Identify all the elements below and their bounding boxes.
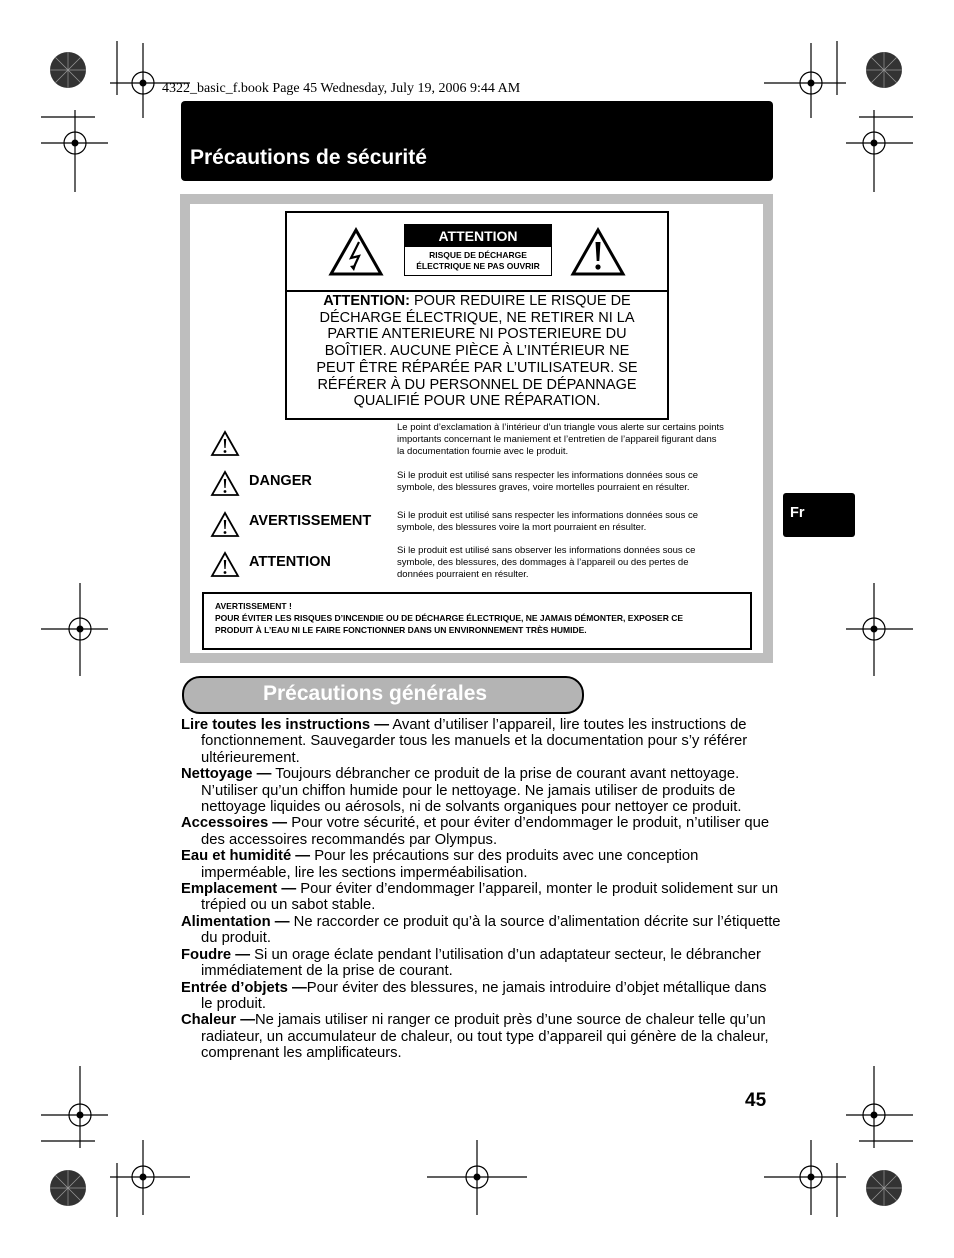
section-heading — [182, 676, 584, 714]
warning-line: POUR ÉVITER LES RISQUES D’INCENDIE OU DE DÉCHARGE ÉLECTRIQUE, NE JAMAIS DÉMONTER, EXPOSER CE — [215, 613, 684, 623]
legend-label-avertissement: AVERTISSEMENT — [249, 513, 372, 529]
legend-row-avertissement — [208, 509, 753, 539]
list-item: Nettoyage — Toujours débrancher ce produit de la prise de courant avant nettoyage. N’utiliser qu’un chiffon humide pour le nettoyage. Ne jamais utiliser de produits de nettoyage liquides ou aérosols, ni de solvants organiques pour nettoyer ce produit. — [181, 766, 742, 816]
list-item: Accessoires — Pour votre sécurité, et pour éviter d’endommager le produit, n’utiliser que des accessoires recommandés par Olympus. — [181, 815, 770, 848]
attention-box — [285, 211, 669, 420]
legend-row-attention — [208, 545, 753, 585]
legend-label-danger: DANGER — [249, 473, 312, 489]
list-item: Foudre — Si un orage éclate pendant l’utilisation d’un adaptateur secteur, le débrancher immédiatement de la prise de courant. — [181, 946, 761, 980]
exclamation-triangle-icon — [210, 511, 240, 538]
attention-label-heading: ATTENTION — [405, 225, 551, 247]
exclamation-triangle-icon — [210, 551, 240, 578]
title-bar — [181, 101, 773, 181]
exclamation-triangle-icon — [210, 470, 240, 497]
list-item: Entrée d’objets —Pour éviter des blessures, ne jamais introduire d’objet métallique dans le produit. — [181, 979, 767, 1012]
legend-row-danger — [208, 469, 753, 499]
legend-description: Si le produit est utilisé sans respecter les informations données sous ce symbole, des blessures graves, voire mortelles pourraient en résulter. — [397, 470, 698, 493]
warning-box — [202, 592, 752, 650]
warning-line: PRODUIT À L’EAU NI LE FAIRE FONCTIONNER DANS UN ENVIRONNEMENT TRÈS HUMIDE. — [215, 625, 587, 635]
language-tab-label: Fr — [790, 505, 805, 521]
list-item: Eau et humidité — Pour les précautions sur des produits avec une conception imperméable, lire les sections imperméabilisation. — [181, 848, 699, 881]
list-item: Chaleur —Ne jamais utiliser ni ranger ce produit près d’une source de chaleur telle qu’un radiateur, un accumulateur de chaleur, ou tout type d’appareil qui génère de la chaleur, comprenant les amplificateurs. — [181, 1012, 769, 1062]
exclamation-triangle-icon — [210, 430, 240, 457]
legend-description: Si le produit est utilisé sans observer les informations données sous ce symbole, des blessures, des dommages à l’appareil ou des pertes de données pourraient en résulter. — [397, 545, 696, 580]
list-item: Emplacement — Pour éviter d’endommager l’appareil, monter le produit solidement sur un trépied ou un sabot stable. — [181, 881, 779, 914]
list-item: Alimentation — Ne raccorder ce produit qu’à la source d’alimentation décrite sur l’étiquette du produit. — [181, 913, 781, 947]
legend-row-exclamation — [208, 422, 753, 462]
legend-description: Si le produit est utilisé sans respecter les informations données sous ce symbole, des blessures voire la mort pourraient en résulter. — [397, 510, 698, 533]
file-header: 4322_basic_f.book Page 45 Wednesday, July 19, 2006 9:44 AM — [162, 81, 521, 96]
lightning-warning-icon — [328, 227, 384, 277]
attention-label — [404, 224, 552, 276]
warning-title: AVERTISSEMENT ! — [215, 601, 292, 611]
attention-header — [287, 213, 667, 292]
attention-label-text: RISQUE DE DÉCHARGE ÉLECTRIQUE NE PAS OUVRIR — [416, 250, 540, 271]
page-title: Précautions de sécurité — [190, 146, 427, 169]
exclamation-warning-icon — [570, 227, 626, 277]
list-item: Lire toutes les instructions — Avant d’utiliser l’appareil, lire toutes les instructions de fonctionnement. Sauvegarder tous les manuels et la documentation pour s’y référer ultérieurement. — [181, 717, 748, 766]
section-title: Précautions générales — [263, 682, 488, 705]
language-tab — [783, 493, 855, 537]
legend-label-attention: ATTENTION — [249, 554, 331, 570]
precautions-list — [181, 717, 781, 1062]
page-number: 45 — [745, 1090, 767, 1111]
legend-description: Le point d’exclamation à l’intérieur d’un triangle vous alerte sur certains points importants concernant le maniement et l’entretien de l’appareil figurant dans la documentation fournie avec le produit. — [397, 422, 724, 457]
attention-text: ATTENTION: POUR REDUIRE LE RISQUE DE DÉCHARGE ÉLECTRIQUE, NE RETIRER NI LA PARTIE ANTERIEURE NI POSTERIEURE DU BOÎTIER. AUCUNE PIÈCE À L’INTÉRIEUR NE PEUT ÊTRE RÉPARÉE PAR L’UTILISATEUR. SE RÉFÉRER À DU PERSONNEL DE DÉPANNAGE QUALIFIÉ POUR UNE RÉPARATION. — [316, 293, 638, 410]
